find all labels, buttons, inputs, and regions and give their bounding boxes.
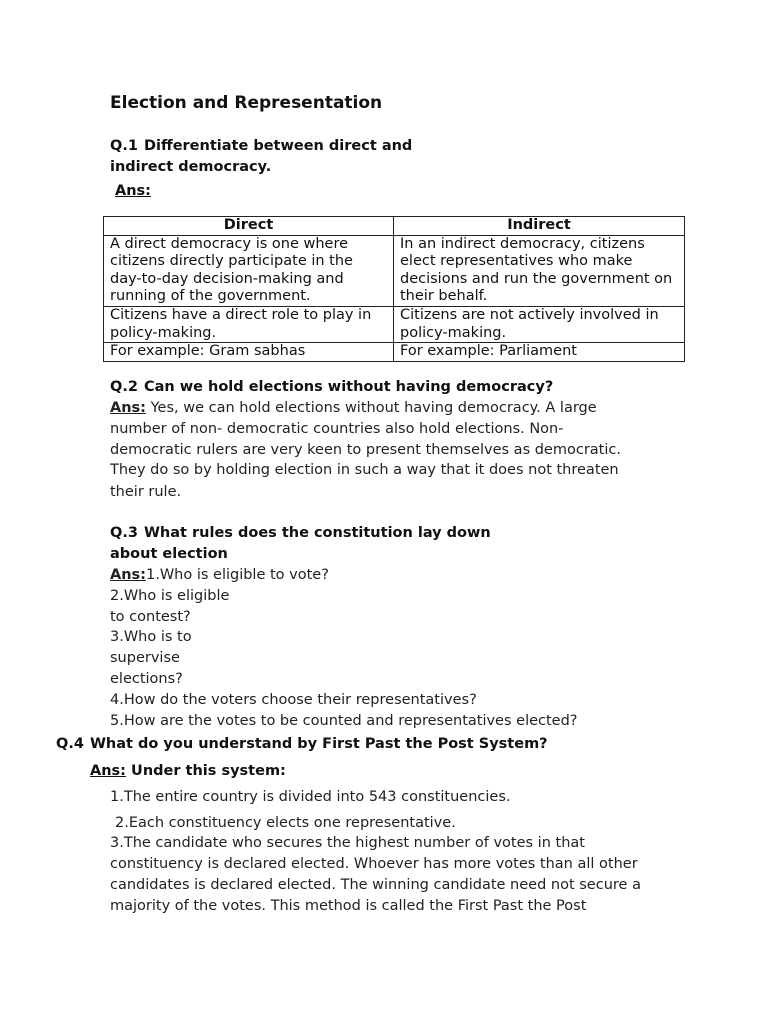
comparison-table [103,216,685,362]
q3-answer-text: 2.Who is eligible [110,588,230,604]
q3-answer-label: Ans: [110,567,146,583]
q1-question-part1: Differentiate between direct and [143,138,413,154]
table-cell: Citizens have a direct role to play in policy-making. [104,306,394,342]
q4-point: 1.The entire country is divided into 543 constituencies. [110,789,511,805]
q1-line1 [110,138,412,154]
q4-answer-intro: Under this system: [131,763,286,779]
q3-answer-text: 5.How are the votes to be counted and representatives elected? [110,713,578,729]
q3-question-part1: What rules does the constitution lay down [143,525,491,541]
q2-answer-text: They do so by holding election in such a way that it does not threaten [110,462,619,478]
q4-point: 3.The candidate who secures the highest number of votes in that [110,835,585,851]
q4-point: 2.Each constituency elects one representative. [115,815,456,831]
table-cell: In an indirect democracy, citizens elect representatives who make decisions and run the government on their behalf. [394,235,685,306]
table-cell: Citizens are not actively involved in policy-making. [394,306,685,342]
table-cell: For example: Parliament [394,343,685,362]
q1-question-part2: indirect democracy. [110,159,272,175]
q2-answer-label: Ans: [110,400,146,416]
table-cell: For example: Gram sabhas [104,343,394,362]
q3-answer-text: supervise [110,650,180,666]
q1-answer-label: Ans: [115,183,151,199]
table-row [104,343,685,362]
q2-number: Q.2 [110,379,138,395]
table-row [104,235,685,306]
q3-number: Q.3 [110,525,138,541]
q3-answer-text: to contest? [110,609,191,625]
table-cell: A direct democracy is one where citizens directly participate in the day-to-day decision-making and running of the government. [104,235,394,306]
q2-question: Can we hold elections without having democracy? [143,379,554,395]
table-header-direct: Direct [104,217,394,236]
q2-answer-text: number of non- democratic countries also hold elections. Non- [110,421,564,437]
page-title: Election and Representation [110,93,383,113]
q3-answer-line [110,567,329,583]
q4-point: constituency is declared elected. Whoever has more votes than all other [110,856,638,872]
q2-answer-text: their rule. [110,484,182,500]
table-header-row [104,217,685,236]
q3-question-part2: about election [110,546,228,562]
q3-heading [110,525,491,541]
q2-answer-line [110,400,597,416]
q2-answer-text: democratic rulers are very keen to present themselves as democratic. [110,442,621,458]
q4-number: Q.4 [56,736,84,752]
q4-answer-line [90,763,286,779]
q4-answer-label: Ans: [90,763,126,779]
q3-answer-text: 1.Who is eligible to vote? [145,567,329,583]
table-header-indirect: Indirect [394,217,685,236]
q3-answer-text: elections? [110,671,183,687]
q4-point: candidates is declared elected. The winning candidate need not secure a [110,877,641,893]
q2-answer-text: Yes, we can hold elections without having democracy. A large [150,400,597,416]
table-row [104,306,685,342]
q4-point: majority of the votes. This method is called the First Past the Post [110,898,587,914]
q4-question: What do you understand by First Past the Post System? [89,736,548,752]
q2-heading [110,379,553,395]
q4-heading [56,736,548,752]
q3-answer-text: 4.How do the voters choose their representatives? [110,692,477,708]
q3-answer-text: 3.Who is to [110,629,192,645]
q1-number: Q.1 [110,138,138,154]
